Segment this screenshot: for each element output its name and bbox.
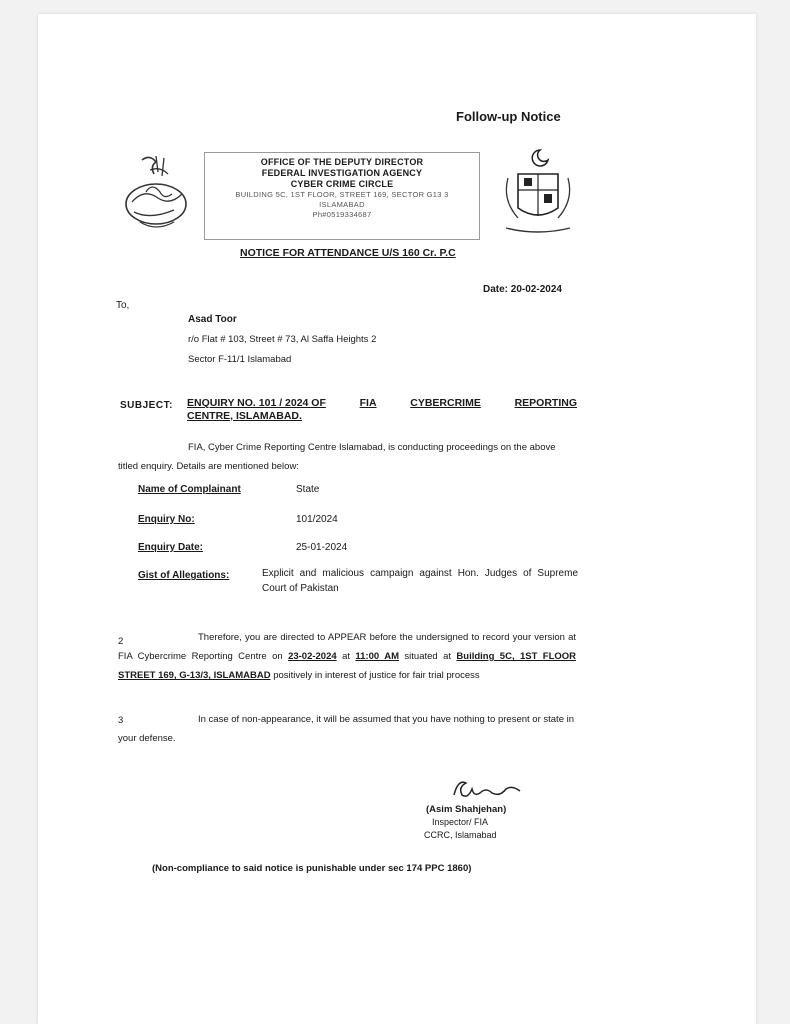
gist-value: Explicit and malicious campaign against Hon. Judges of Supreme Court of Pakistan	[262, 568, 578, 594]
building-address: BUILDING 5C, 1ST FLOOR, STREET 169, SECTOR G13 3	[235, 190, 449, 199]
subject-text	[187, 397, 577, 423]
appear-date: 23-02-2024	[288, 651, 337, 662]
complainant-label: Name of Complainant	[138, 484, 241, 495]
para3-number: 3	[118, 715, 124, 726]
para2-text-b: positively in interest of justice for fair trial process	[273, 670, 480, 681]
para2-at: at	[342, 651, 351, 662]
subject-word: FIA	[359, 397, 377, 409]
follow-up-heading: Follow-up Notice	[456, 109, 561, 124]
circle-name: CYBER CRIME CIRCLE	[290, 179, 394, 189]
state-emblem-icon	[500, 144, 576, 240]
complainant-value: State	[296, 484, 320, 495]
enquiry-no-value: 101/2024	[296, 514, 338, 525]
para2-text-a: Therefore, you are directed to APPEAR before the undersigned to record your version at FIA Cybercrime Reporting Centre on	[118, 632, 576, 662]
letterhead-box	[204, 152, 480, 240]
subject-word: CYBERCRIME	[410, 397, 481, 409]
signatory-name: (Asim Shahjehan)	[426, 804, 507, 815]
enquiry-date-value: 25-01-2024	[296, 542, 348, 553]
para2-situated: situated at	[404, 651, 452, 662]
subject-label: SUBJECT:	[120, 400, 173, 411]
city-name: ISLAMABAD	[319, 200, 365, 209]
subject-word: REPORTING	[514, 397, 577, 409]
subject-word: ENQUIRY NO. 101 / 2024 OF	[187, 397, 326, 409]
para2-text	[118, 628, 576, 685]
gist-label: Gist of Allegations:	[138, 570, 230, 581]
notice-document	[38, 14, 756, 1024]
footer-note: (Non-compliance to said notice is punishable under sec 174 PPC 1860)	[152, 863, 472, 874]
to-label: To,	[116, 300, 130, 311]
intro-paragraph: FIA, Cyber Crime Reporting Centre Islamabad, is conducting proceedings on the above titled enquiry. Details are mentioned below:	[118, 442, 556, 472]
appear-time: 11:00 AM	[355, 651, 400, 662]
subject-line-2: CENTRE, ISLAMABAD.	[187, 410, 302, 422]
recipient-name: Asad Toor	[188, 314, 237, 325]
para3-text: In case of non-appearance, it will be assumed that you have nothing to present or state in your defense.	[118, 714, 575, 744]
recipient-address-line2: Sector F-11/1 Islamabad	[188, 354, 292, 365]
phone-number: Ph#0519334687	[312, 210, 372, 219]
signatory-office: CCRC, Islamabad	[424, 830, 497, 840]
agency-name: FEDERAL INVESTIGATION AGENCY	[261, 168, 423, 178]
fia-seal-icon	[120, 152, 192, 236]
appear-location: Building 5C, 1ST FLOOR STREET 169, G-13/3, ISLAMABAD	[118, 651, 577, 681]
signatory-designation: Inspector/ FIA	[432, 817, 489, 827]
subject-line-1	[187, 397, 577, 410]
notice-title: NOTICE FOR ATTENDANCE U/S 160 Cr. P.C	[240, 247, 456, 259]
signature-icon	[448, 777, 534, 803]
enquiry-date-label: Enquiry Date:	[138, 542, 204, 553]
para2-number: 2	[118, 636, 124, 647]
office-name: OFFICE OF THE DEPUTY DIRECTOR	[260, 157, 424, 167]
notice-date: Date: 20-02-2024	[483, 284, 562, 295]
enquiry-no-label: Enquiry No:	[138, 514, 195, 525]
recipient-address-line1: r/o Flat # 103, Street # 73, Al Saffa Heights 2	[188, 334, 377, 345]
